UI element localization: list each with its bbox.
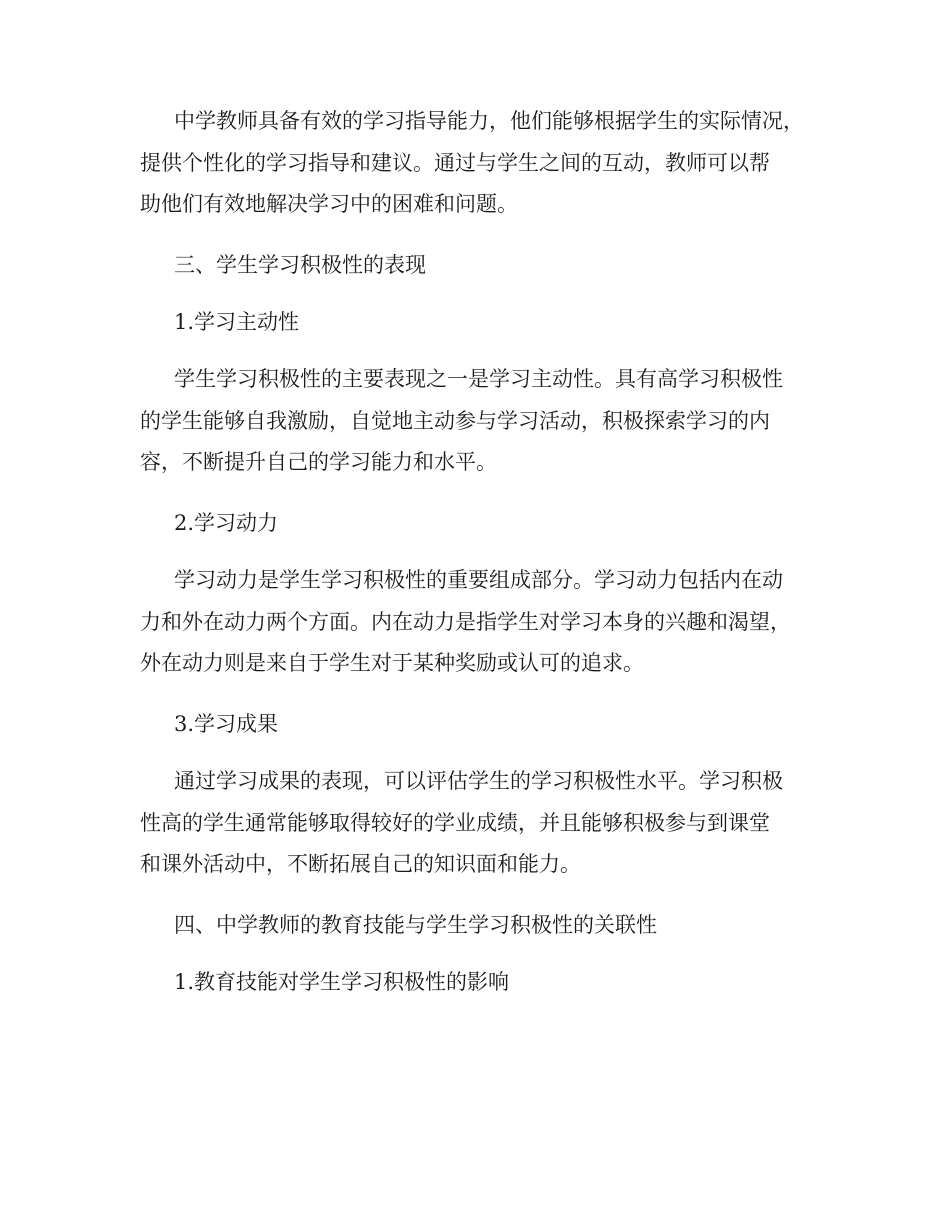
paragraph-outcomes [140, 761, 840, 886]
paragraph-line: 的学生能够自我激励，自觉地主动参与学习活动，积极探索学习的内 [140, 408, 770, 433]
paragraph-line: 外在动力则是来自于学生对于某种奖励或认可的追求。 [140, 651, 644, 675]
paragraph-line: 学生学习积极性的主要表现之一是学习主动性。具有高学习积极性 [174, 367, 783, 391]
subheading-4-1: 1.教育技能对学生学习积极性的影响 [174, 970, 510, 994]
paragraph-motivation [140, 560, 840, 685]
paragraph-line: 中学教师具备有效的学习指导能力，他们能够根据学生的实际情况， [174, 109, 804, 133]
paragraph-line: 和课外活动中，不断拓展自己的知识面和能力。 [140, 852, 581, 876]
paragraph-initiative [140, 359, 840, 484]
paragraph-line: 学习动力是学生学习积极性的重要组成部分。学习动力包括内在动 [174, 568, 783, 592]
paragraph-line: 容，不断提升自己的学习能力和水平。 [140, 450, 497, 474]
paragraph-line: 性高的学生通常能够取得较好的学业成绩，并且能够积极参与到课堂 [140, 810, 770, 835]
section-heading-4: 四、中学教师的教育技能与学生学习积极性的关联性 [174, 913, 657, 937]
subheading-3-3: 3.学习成果 [174, 712, 279, 736]
paragraph-line: 力和外在动力两个方面。内在动力是指学生对学习本身的兴趣和渴望， [140, 609, 791, 634]
section-heading-3: 三、学生学习积极性的表现 [174, 253, 426, 277]
paragraph-line: 助他们有效地解决学习中的困难和问题。 [140, 192, 518, 216]
paragraph-teacher-guidance [140, 101, 840, 226]
paragraph-line: 通过学习成果的表现，可以评估学生的学习积极性水平。学习积极 [174, 769, 783, 793]
subheading-3-2: 2.学习动力 [174, 511, 279, 535]
subheading-3-1: 1.学习主动性 [174, 310, 300, 334]
paragraph-line: 提供个性化的学习指导和建议。通过与学生之间的互动，教师可以帮 [140, 150, 770, 175]
